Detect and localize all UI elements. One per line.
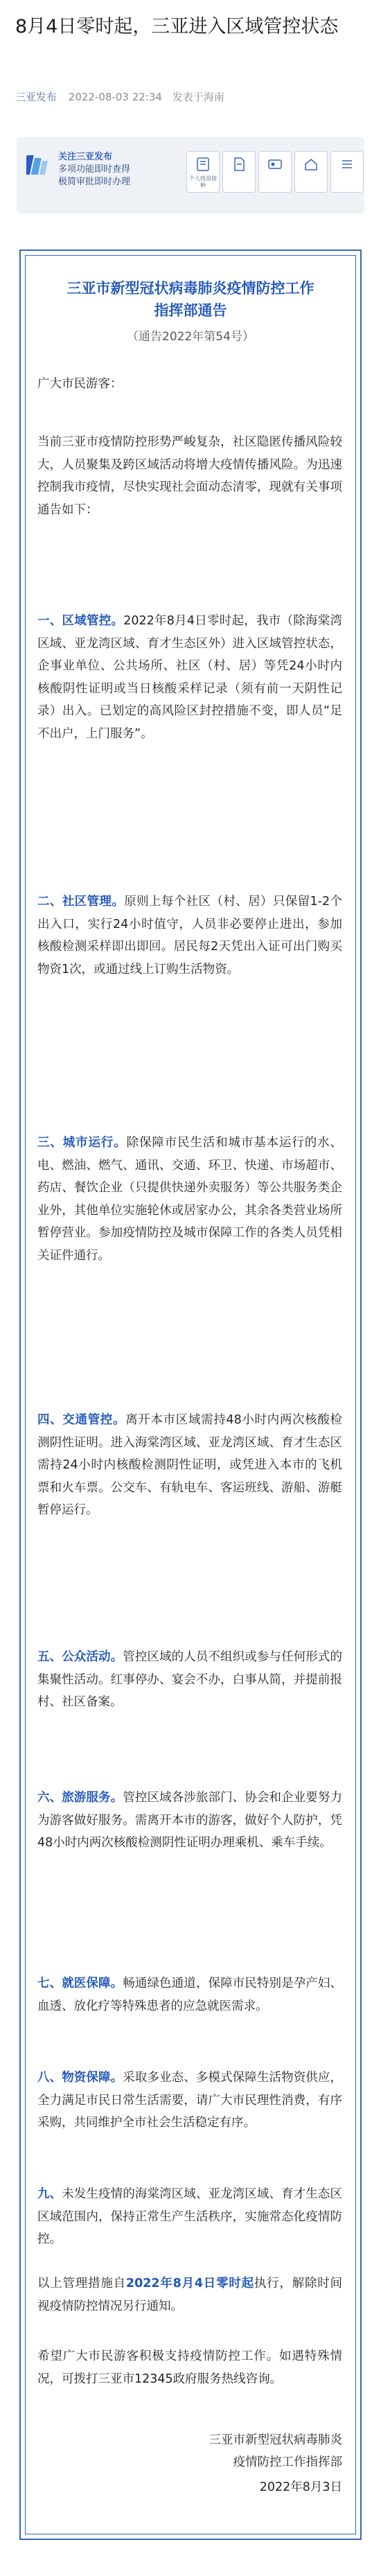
section-7-heading: 七、就医保障。 (37, 1977, 123, 1990)
section-5-body: 管控区域的人员不组织或参与任何形式的集聚性活动。红事停办、宴会不办，白事从简，并提前报村、社区备案。 (37, 1650, 343, 1709)
banner-line2: 多项功能即时查得 (58, 164, 131, 175)
notice-title-line2: 指挥部通告 (154, 302, 227, 319)
section-6-body: 管控区域各涉旅部门、协会和企业要努力为游客做好服务。需离开本市的游客，做好个人防护，凭48小时内两次核酸检测阴性证明办理乘机、乘车手续。 (37, 1791, 343, 1850)
notice-number: （通告2022年第54号） (127, 330, 254, 344)
section-1-body: 2022年8月4日零时起，我市（除海棠湾区域、亚龙湾区域、育才生态区外）进入区域管控状态，企事业单位、公共场所、社区（村、居）等凭24小时内核酸阴性证明或当日核酸采样记录（须有前一天阴性记录）出入。已划定的高风险区封控措施不变，即人员“足不出户，上门服务”。 (37, 614, 342, 741)
section-9-body: 未发生疫情的海棠湾区域、亚龙湾区域、育才生态区区域范围内，保持正常生产生活秩序，实施常态化疫情防控。 (37, 2187, 343, 2246)
signature-line1: 三亚市新型冠状病毒肺炎 (209, 2433, 342, 2447)
effective-pre: 以上管理措施自 (37, 2277, 126, 2290)
section-2-body: 原则上每个社区（村、居）只保留1-2个出入口，实行24小时值守，人员非必要停止进出，参加核酸检测采样即出即回。居民每2天凭出入证可出门购买物资1次，或通过线上订购生活物资。 (37, 895, 342, 976)
section-1-heading: 一、区域管控。 (37, 614, 124, 628)
section-9-heading: 九、 (37, 2187, 62, 2201)
section-3-heading: 三、城市运行。 (37, 1136, 127, 1150)
service-card (294, 151, 328, 193)
document-icon (231, 156, 247, 173)
banner-text (58, 151, 130, 189)
section-2 (37, 891, 342, 981)
follow-banner-image[interactable] (17, 137, 364, 213)
intro-paragraph: 当前三亚市疫情防控形势严峻复杂，社区隐匿传播风险较大，人员聚集及跨区域活动将增大疫情传播风险。为迅速控制我市疫情，尽快实现社会面动态清零，现就有关事项通告如下： (37, 435, 342, 517)
service-card-label: 个人疫苗接种 (189, 175, 217, 189)
notice-date: 2022年8月3日 (259, 2480, 342, 2494)
section-8-body: 采取多业态、多模式保障生活物资供应，全力满足市民日常生活需要，请广大市民理性消费，有序采购，共同维护全市社会生活稳定有序。 (37, 2071, 343, 2130)
effective-post: 执行，解除时间视疫情防控情况另行通知。 (37, 2277, 343, 2313)
section-6-heading: 六、旅游服务。 (37, 1791, 123, 1805)
section-1 (37, 610, 342, 745)
service-card (186, 151, 220, 193)
section-4 (37, 1409, 342, 1522)
banner-service-cards (186, 151, 360, 201)
section-6 (37, 1787, 342, 1855)
section-8-heading: 八、物资保障。 (37, 2071, 123, 2085)
effective-paragraph (37, 2272, 342, 2317)
notice-title-line1: 三亚市新型冠状病毒肺炎疫情防控工作 (67, 280, 314, 297)
service-card (222, 151, 256, 193)
sanya-logo-icon (26, 151, 54, 179)
section-7-body: 畅通绿色通道，保障市民特别是孕产妇、血透、放化疗等特殊患者的应急就医需求。 (37, 1977, 343, 2013)
closing-paragraph: 希望广大市民游客积极支持疫情防控工作。如遇特殊情况，可拨打三亚市12345政府服务热线咨询。 (37, 2349, 342, 2386)
account-name-link[interactable]: 三亚发布 (15, 91, 57, 103)
id-card-icon (267, 156, 283, 173)
list-icon (339, 156, 355, 173)
banner-line3: 极简审批即时办理 (58, 177, 131, 187)
section-3 (37, 1132, 342, 1267)
section-4-body: 离开本市区域需持48小时内两次核酸检测阴性证明。进入海棠湾区域、亚龙湾区域、育才生态区需持24小时内核酸检测阴性证明，或凭进入本市的飞机票和火车票。公交车、有轨电车、客运班线、游船、游艇暂停运行。 (37, 1413, 342, 1517)
salutation: 广大市民游客： (37, 377, 123, 391)
section-4-heading: 四、交通管控。 (37, 1413, 126, 1427)
section-7 (37, 1972, 342, 2017)
article-meta (15, 89, 224, 104)
article-title: 8月4日零时起，三亚进入区域管控状态 (15, 16, 339, 37)
banner-line1: 关注三亚发布 (58, 152, 113, 162)
service-card (258, 151, 292, 193)
section-5-heading: 五、公众活动。 (37, 1650, 123, 1664)
section-2-heading: 二、社区管理。 (37, 895, 125, 909)
syringe-icon (195, 156, 211, 173)
publish-location: 发表于海南 (172, 91, 224, 103)
section-9 (37, 2183, 342, 2251)
publish-datetime: 2022-08-03 22:34 (68, 91, 162, 103)
section-5 (37, 1646, 342, 1714)
home-icon (303, 156, 319, 173)
service-card (330, 151, 364, 193)
effective-time: 2022年8月4日零时起 (125, 2277, 254, 2290)
signature-line2: 疫情防控工作指挥部 (233, 2455, 342, 2469)
section-3-body: 除保障市民生活和城市基本运行的水、电、燃油、燃气、通讯、交通、环卫、快递、市场超市、药店、餐饮企业（只提供快递外卖服务）等公共服务类企业外，其他单位实施轮休或居家办公，其余各类营业场所暂停营业。参加疫情防控及城市保障工作的各类人员凭相关证件通行。 (37, 1136, 343, 1263)
section-8 (37, 2067, 342, 2135)
